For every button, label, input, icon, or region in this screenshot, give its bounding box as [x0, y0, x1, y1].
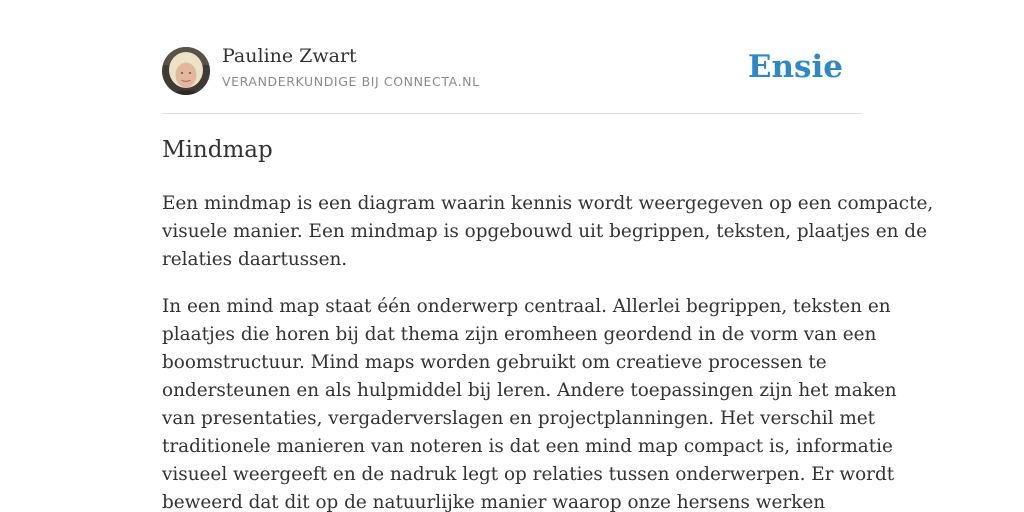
article-title: Mindmap	[162, 137, 273, 163]
avatar-image	[162, 47, 210, 95]
paragraph-line: Een mindmap is een diagram waarin kennis wordt weergegeven op een compacte,	[162, 193, 934, 214]
paragraph-line: beweerd dat dit op de natuurlijke manier waarop onze hersens werken	[162, 492, 826, 512]
article-paragraph-1	[162, 190, 934, 274]
paragraph-line: visueel weergeeft en de nadruk legt op relaties tussen onderwerpen. Er wordt	[162, 464, 895, 485]
paragraph-line: visuele manier. Een mindmap is opgebouwd uit begrippen, teksten, plaatjes en de	[162, 221, 927, 242]
paragraph-line: ondersteunen en als hulpmiddel bij leren. Andere toepassingen zijn het maken	[162, 380, 897, 401]
author-role: VERANDERKUNDIGE BIJ CONNECTA.NL	[222, 74, 480, 89]
brand-logo[interactable]: Ensie	[747, 49, 843, 85]
article-container	[162, 0, 934, 512]
author-avatar[interactable]	[162, 47, 210, 95]
author-name[interactable]: Pauline Zwart	[222, 45, 357, 67]
paragraph-line: relaties daartussen.	[162, 249, 348, 270]
paragraph-line: van presentaties, vergaderverslagen en projectplanningen. Het verschil met	[162, 408, 876, 429]
paragraph-line: traditionele manieren van noteren is dat een mind map compact is, informatie	[162, 436, 893, 457]
author-header	[162, 0, 862, 114]
paragraph-line: boomstructuur. Mind maps worden gebruikt om creatieve processen te	[162, 352, 827, 373]
article-paragraph-2	[162, 293, 897, 512]
paragraph-line: In een mind map staat één onderwerp centraal. Allerlei begrippen, teksten en	[162, 296, 891, 317]
paragraph-line: plaatjes die horen bij dat thema zijn eromheen geordend in de vorm van een	[162, 324, 877, 345]
